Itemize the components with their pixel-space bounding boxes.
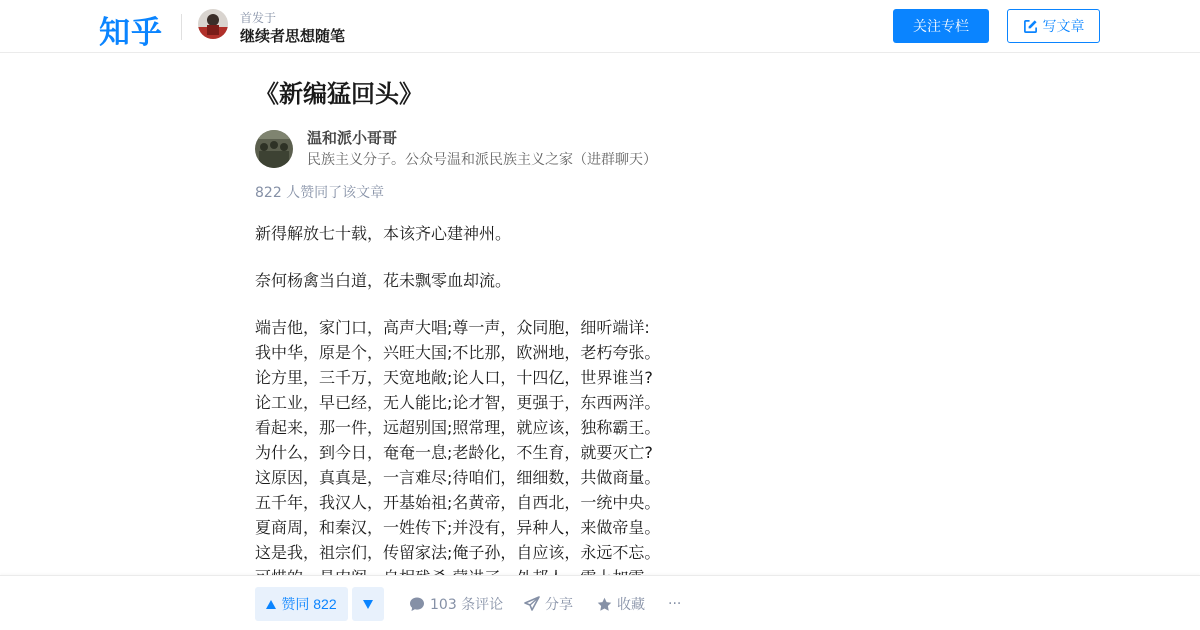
author-bio: 民族主义分子。公众号温和派民族主义之家（进群聊天） [307,152,657,168]
verse-line: 论方里，三千万，天宽地敞;论人口，十四亿，世界谁当? [255,368,653,387]
published-in-label: 首发于 [240,11,277,25]
verse-line: 看起来，那一件，远超别国;照常理，就应该，独称霸王。 [255,418,661,437]
article-paragraph: 新得解放七十载，本该齐心建神州。 [255,224,512,243]
header-divider [181,14,182,40]
verse-line: 论工业，早已经，无人能比;论才智，更强于，东西两洋。 [255,393,661,412]
verse-line: 五千年，我汉人，开基始祖;名黄帝，自西北，一统中央。 [255,493,661,512]
verse-line: 夏商周，和秦汉，一姓传下;并没有，异种人，来做帝皇。 [255,518,661,537]
share-label: 分享 [545,597,573,613]
author-avatar[interactable] [255,130,293,168]
write-article-label: 写文章 [1042,18,1085,34]
favorite-label: 收藏 [617,597,645,613]
edit-icon [1023,19,1038,34]
vote-summary: 822 人赞同了该文章 [255,185,385,201]
share-button[interactable] [524,587,573,621]
favorite-button[interactable] [597,587,645,621]
more-actions-button[interactable] [668,587,681,621]
bottom-action-bar [0,575,1200,630]
author-name[interactable]: 温和派小哥哥 [307,129,398,147]
follow-column-button[interactable]: 关注专栏 [893,9,989,43]
article-body [255,221,695,590]
paper-plane-icon [524,596,540,612]
downvote-button[interactable] [352,587,384,621]
verse-line: 这原因，真真是，一言难尽;待咱们，细细数，共做商量。 [255,468,661,487]
column-avatar[interactable] [198,9,228,39]
article-paragraph: 奈何杨禽当白道，花未飘零血却流。 [255,271,512,290]
comments-label: 103 条评论 [430,597,504,613]
upvote-label: 赞同 822 [281,596,337,612]
comment-bubble-icon [409,596,425,612]
triangle-down-icon [363,600,373,609]
verse-line: 我中华，原是个，兴旺大国;不比那，欧洲地，老朽夸张。 [255,343,661,362]
star-icon [597,597,612,612]
verse-line: 端吉他，家门口，高声大唱;尊一声，众同胞，细听端详: [255,318,650,337]
verse-line: 这是我，祖宗们，传留家法;俺子孙，自应该，永远不忘。 [255,543,661,562]
upvote-button[interactable] [255,587,348,621]
write-article-button[interactable] [1007,9,1100,43]
column-name-link[interactable]: 继续者思想随笔 [240,27,346,45]
triangle-up-icon [266,600,276,609]
article-title: 《新编猛回头》 [255,80,423,108]
more-icon: ··· [668,596,682,612]
top-bar [0,0,1200,53]
zhihu-logo[interactable]: 知乎 [99,15,163,51]
verse-line: 为什么，到今日，奄奄一息;老龄化，不生育，就要灭亡? [255,443,653,462]
comments-button[interactable] [409,587,503,621]
